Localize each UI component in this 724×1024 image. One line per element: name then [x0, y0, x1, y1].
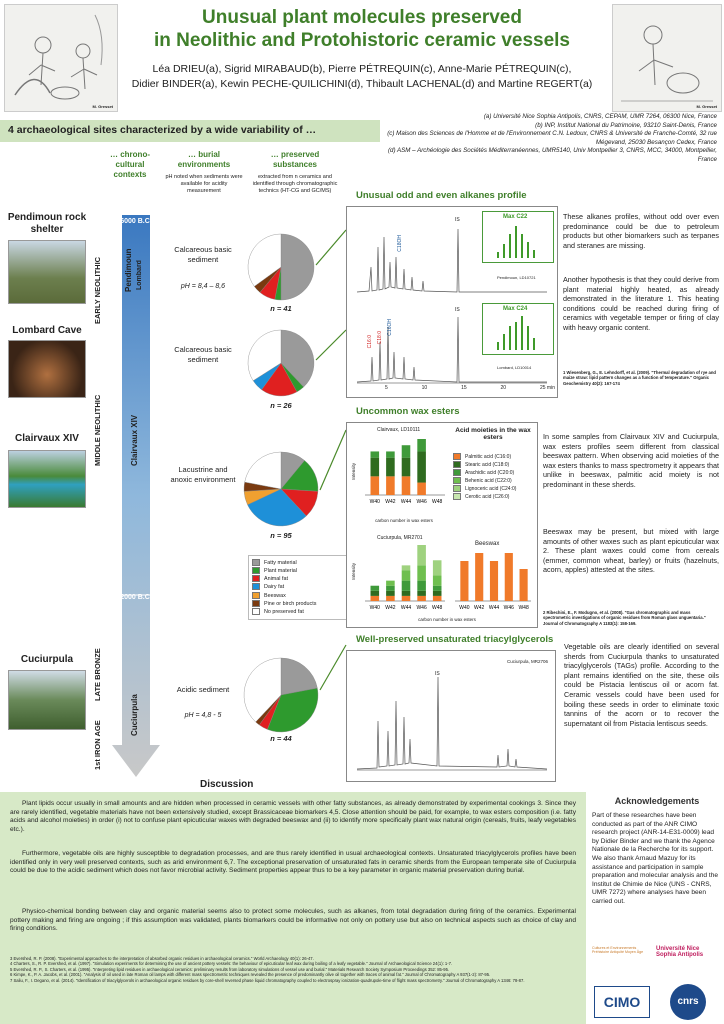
acid-swatch: [453, 469, 461, 476]
logo-cnrs-text: cnrs: [677, 996, 699, 1007]
x-tick-label: W46: [416, 499, 427, 505]
logo-cimo-text: CIMO: [603, 994, 641, 1010]
acid-swatch: [453, 477, 461, 484]
env-cuciurpula: Acidic sediment: [176, 685, 230, 694]
bar-segment: [402, 458, 411, 477]
affiliation-d: (d) ASM – Archéologie des Sociétés Méditerranéennes, UMR5140, Univ Montpellier 3, CNRS, MCC, 34000, Montpellier, France: [387, 147, 717, 163]
env-lombard: Calcareous basic sediment: [174, 345, 232, 364]
alkanes-inset-2: [482, 303, 554, 355]
acid-label: Stearic acid (C18:0): [465, 462, 510, 468]
authors-line-2: Didier BINDER(a), Kewin PECHE-QUILICHINI(d), Thibault LACHENAL(d) and Martine REGERT(a): [131, 78, 593, 90]
peak-c16oh: C16OH: [387, 319, 393, 336]
bar-segment: [417, 451, 426, 482]
pie-cuciurpula: [242, 656, 320, 734]
x-tick-label: W42: [385, 605, 396, 611]
bar-segment: [460, 561, 468, 601]
col-burial-heading: … burial environments: [177, 150, 231, 169]
acid-swatch: [453, 461, 461, 468]
bar-segment: [490, 561, 498, 601]
wax-acid-title: Acid moieties in the wax esters: [455, 427, 531, 441]
wax-chart-beeswax: [451, 549, 533, 611]
bar-segment: [386, 591, 395, 596]
period-iron-age: 1st IRON AGE: [93, 720, 102, 770]
discussion-p1: Plant lipids occur usually in small amounts and are hidden when processed in ceramic vessels with other fatty substances, as already demonstrated by experimental cookings 3. Since they are rarely identified, vegetable materials have not been extensively studied, except Brassicaceae biomarkers 4,5. Close attention should be paid, for example, to wax esters composition (i.e. fatty acids and alcohol moieties) in order (i) not to confuse plant epicuticular waxes with degraded beeswax and (ii) to identify more specifically plant wax natural origin (cereals, fruits, leafy vegetables etc.).: [10, 800, 576, 833]
x-tick-label: W42: [474, 605, 485, 611]
ack-title: Acknowledgements: [614, 796, 700, 806]
x-tick-label: W46: [416, 605, 427, 611]
col-burial-sub: pH noted when sediments were available for acidity measurement: [165, 174, 243, 194]
ref-7: 7 Saliu, F., I. Degano, et al. (2014). "Identification of triacylglycerols in archaeological organic residues by core-shell reversed phase liquid chromatography coupled to electrospray ionization-quadrupole-time of flight mass spectrometry." Journal of Chromatography A 1346: 78-87.: [10, 977, 525, 983]
bar-segment: [386, 458, 395, 477]
logo-unice-text: Université Nice Sophia Antipolis: [656, 946, 704, 958]
bar-segment: [402, 581, 411, 591]
bar-segment: [371, 596, 380, 601]
tick-15: 15: [461, 385, 467, 391]
n-pendimoun: n = 41: [270, 304, 292, 313]
affiliation-c: (c) Maison des Sciences de l'Homme et de l'Environnement C.N. Ledoux, CNRS & Université de Franche-Comté, 32 rue Mégevand, 25030 Besançon Cedex, France: [387, 130, 717, 146]
site-photo-cuciurpula: [8, 670, 86, 730]
wax-chart1-xlabel: carbon number in wax esters: [375, 518, 433, 523]
bar-segment: [402, 591, 411, 596]
illustration-credit-left: M. Gresset: [92, 104, 113, 109]
bar-segment: [402, 476, 411, 495]
legend-label: Dairy fat: [264, 584, 285, 591]
wax-chart2-xlabel: carbon number in wax esters: [418, 617, 476, 622]
bar-segment: [386, 581, 395, 586]
col-substances-heading: … preserved substances: [270, 150, 320, 169]
legend-label: Fatty material: [264, 559, 297, 566]
bar-segment: [417, 596, 426, 601]
alkanes-is-label-2: IS: [455, 307, 460, 313]
alkanes-chromatograms: [346, 206, 558, 398]
bar-segment: [417, 439, 426, 451]
x-tick-label: W46: [503, 605, 514, 611]
pie-pendimoun: [246, 232, 316, 302]
x-tick-label: W44: [400, 605, 412, 611]
period-late-bronze: LATE BRONZE: [93, 648, 102, 702]
bar-segment: [433, 591, 442, 596]
timeline-top-label: 6000 B.C.: [120, 218, 152, 225]
tag-sample: Cuciurpula, MR2706: [507, 659, 549, 664]
wax-title: Uncommon wax esters: [356, 406, 460, 417]
bar-segment: [520, 569, 528, 601]
legend-label: Animal fat: [264, 576, 288, 583]
discussion-p3: Physico-chemical bonding between clay and organic material seems also to protect some molecules, such as alkanes, from total degradation during firing of the ceramics. Experimental pottery making and firing are ongoing ; if this assumption was validated, plants biomarkers could be informative not only on pottery use but also on technical aspects such as choice of clay and firing conditions.: [10, 908, 576, 933]
bar-segment: [433, 576, 442, 586]
tag-chromatogram-svg: [347, 651, 555, 781]
ref-5: 5 Evershed, R. P., S. Charters, et al. (1995). "Interpreting lipid residues in archaeological ceramics: preliminary results from laboratory simulations of vessel use and burial." Materials Research Society Symposium Proceedings 352: 85-95.: [10, 966, 450, 972]
bar-segment: [386, 451, 395, 457]
tick-10: 10: [421, 385, 428, 391]
wax-chart2-title: Cuciurpula, MR2701: [377, 535, 423, 541]
acid-legend-entry: [453, 453, 537, 461]
alkanes-max2: Max C24: [503, 306, 528, 312]
bar-segment: [386, 596, 395, 601]
wax-chart3-title: Beeswax: [475, 541, 500, 547]
legend-swatch: [252, 592, 260, 599]
site-name-pendimoun: Pendimoun rock shelter: [7, 212, 87, 235]
timeline-mid-label: 2000 B.C.: [120, 594, 152, 601]
discussion-title: Discussion: [200, 779, 254, 790]
alkanes-x-axis: [385, 385, 555, 391]
bar-segment: [371, 586, 380, 591]
legend-label: Pine or birch products: [264, 600, 317, 607]
pie-slice: [281, 234, 314, 300]
bar-segment: [371, 458, 380, 477]
title-line-2: in Neolithic and Protohistoric ceramic vessels: [153, 30, 571, 51]
legend-label: No preserved fat: [264, 608, 304, 615]
wax-chart2-ylabel: Intensity: [351, 563, 356, 580]
acid-label: Behenic acid (C22:0): [465, 478, 512, 484]
acid-label: Palmitic acid (C16:0): [465, 454, 512, 460]
acid-legend-entry: [453, 461, 537, 469]
bar-segment: [371, 591, 380, 596]
alkanes-sample-1: Pendimoun, LD10721: [497, 275, 536, 280]
ref-3: 3 Evershed, R. P. (2008). "Experimental approaches to the interpretation of absorbed organic residues in archaeological ceramics." World Archaeology 40(1): 26-47.: [10, 956, 314, 961]
bar-segment: [433, 596, 442, 601]
alkanes-max1: Max C22: [503, 214, 528, 220]
bar-segment: [433, 586, 442, 591]
col-substances-sub: extracted from n ceramics and identified through chromatographic technics (HT-CG and GC/MS): [252, 174, 338, 194]
x-tick-label: W44: [488, 605, 500, 611]
acid-label: Cerotic acid (C26:0): [465, 494, 510, 500]
alkanes-text-2: Another hypothesis is that they could derive from plant material highly heated, as already demonstrated in the literature 1. This heating conditions could be reached during firing of ceramics with vegetable temper or firing of clay with heavy organic content.: [563, 275, 719, 332]
bar-segment: [417, 591, 426, 596]
culture-pendimoun: Pendimoun: [124, 248, 133, 292]
acid-legend-entry: [453, 493, 537, 501]
acid-swatch: [453, 485, 461, 492]
discussion-box: [0, 792, 586, 1024]
legend-swatch: [252, 608, 260, 615]
wax-text-2: Beeswax may be present, but mixed with large amounts of other waxes such as plant epicuticular wax 2. These plant waxes could come from cereals (emmer, common wheat, barley) or fruits (hazelnuts, acorn, apples) attested at the sites.: [543, 527, 719, 575]
bar-segment: [386, 476, 395, 495]
env-pendimoun: Calcareous basic sediment: [174, 245, 232, 264]
bar-segment: [417, 483, 426, 495]
ack-box: [590, 796, 724, 1024]
col-burial: [164, 150, 244, 195]
ph-pendimoun: pH = 8,4 – 8,6: [180, 283, 226, 290]
legend-label: Plant material: [264, 568, 297, 575]
ref-6: 6 Kimpe, K., P. A. Jacobs, et al. (2001). "Analysis of oil used in late Roman oil lamps with different mass spectrometric techniques revealed the presence of predominantly olive oil together with traces of animal fat." Journal of Chromatography A 937(1-2): 87-95.: [10, 972, 491, 978]
discussion-refs: [10, 956, 580, 983]
bar-segment: [402, 445, 411, 457]
tag-title: Well-preserved unsaturated triacylglycerols: [356, 634, 554, 645]
acid-swatch: [453, 453, 461, 460]
period-middle-neolithic: MIDDLE NEOLITHIC: [93, 394, 102, 466]
title-line-1: Unusual plant molecules preserved: [202, 7, 522, 28]
affiliations: [372, 113, 717, 165]
bar-segment: [371, 476, 380, 495]
alkanes-title: Unusual odd and even alkanes profile: [356, 190, 527, 201]
x-tick-label: W42: [385, 499, 396, 505]
illustration-credit-right: M. Gresset: [696, 104, 717, 109]
legend-swatch: [252, 567, 260, 574]
x-tick-label: W48: [518, 605, 529, 611]
x-tick-label: W40: [459, 605, 470, 611]
ack-text: Part of these researches have been conducted as part of the ANR CIMO research project (ANR-14-E31-0009) lead by Didier Binder and we thank the Agence Nationale de la Recherche for its support. We also thank Arnaud Mazuy for its assistance and participation in sample preparation and molecular analysis and the Institut de Chimie de Nice (UNS - CNRS, UMR 7272) where analyses have been carried out.: [592, 812, 719, 905]
n-lombard: n = 26: [270, 401, 292, 410]
tick-25: 25 min: [539, 385, 555, 391]
site-name-clairvaux: Clairvaux XIV: [15, 433, 79, 444]
legend-swatch: [252, 583, 260, 590]
acid-legend-entry: [453, 469, 537, 477]
legend-swatch: [252, 559, 260, 566]
wax-chart1-ylabel: Intensity: [351, 463, 356, 480]
poster-title: [0, 6, 724, 52]
acid-swatch: [453, 493, 461, 500]
peak-c16-0: C16:0: [367, 335, 373, 349]
pie-lombard: [246, 328, 316, 398]
x-tick-label: W48: [432, 605, 443, 611]
bar-segment: [433, 560, 442, 575]
env-clairvaux: Lacustrine and anoxic environment: [170, 465, 236, 484]
ref-4: 4 Charters, S., R. P. Evershed, et al. (1997). "Simulation experiments for determining the use of ancient pottery vessels: the behaviour of epicuticular leaf wax during boiling of a leafy vegetable." Journal of Archaeological Science 24(1): 1-7.: [10, 961, 453, 967]
culture-cuciurpula: Cuciurpula: [130, 694, 139, 736]
n-cuciurpula: n = 44: [270, 734, 292, 743]
alkanes-sample-2: Lombard, LD10014: [497, 365, 532, 370]
logo-cepam-text: Cultures et Environnements Préhistoire Antiquité Moyen Âge: [592, 946, 644, 955]
tag-chromatogram: [346, 650, 556, 782]
site-name-lombard: Lombard Cave: [12, 325, 82, 336]
wax-chart-clairvaux: [361, 435, 447, 505]
bar-segment: [475, 553, 483, 601]
logo-unice: [656, 946, 720, 974]
acid-legend-entry: [453, 477, 537, 485]
x-tick-label: W40: [369, 605, 380, 611]
n-clairvaux: n = 95: [270, 531, 292, 540]
affiliation-b: (b) INP, Institut National du Patrimoine, 93210 Saint-Denis, France: [535, 121, 717, 129]
logo-cepam: [592, 946, 648, 974]
site-photo-pendimoun: [8, 240, 86, 304]
logo-cimo: [594, 986, 650, 1018]
alkanes-is-label-1: IS: [455, 217, 460, 223]
authors-line-1: Léa DRIEU(a), Sigrid MIRABAUD(b), Pierre PÉTREQUIN(c), Anne-Marie PÉTREQUIN(c),: [152, 63, 572, 75]
period-early-neolithic: EARLY NEOLITHIC: [93, 256, 102, 324]
x-tick-label: W48: [432, 499, 443, 505]
wax-text-1: In some samples from Clairvaux XIV and Cuciurpula, wax esters profiles seem different from classical beeswax pattern. When observing acid moieties of the wax esters thanks to mass spectrometry it appears that unlike in beeswax, palmitic acid moiety is not predominant in these sherds.: [543, 432, 719, 489]
legend-label: Beeswax: [264, 592, 286, 599]
bar-segment: [402, 565, 411, 570]
bar-segment: [402, 570, 411, 580]
tag-is-label: IS: [435, 671, 440, 677]
wax-chart1-title: Clairvaux, LD10111: [377, 427, 421, 433]
acid-label: Arachidic acid (C20:0): [465, 470, 515, 476]
col-substances: [248, 150, 342, 195]
bar-segment: [402, 596, 411, 601]
bar-segment: [417, 581, 426, 591]
wax-chart-cuciurpula: [361, 541, 447, 611]
ph-cuciurpula: pH = 4,8 - 5: [184, 712, 222, 719]
acid-legend: [453, 453, 537, 501]
bar-segment: [371, 451, 380, 457]
tick-20: 20: [500, 385, 507, 391]
alkanes-inset-1: [482, 211, 554, 263]
bar-segment: [505, 553, 513, 601]
site-photo-clairvaux: [8, 450, 86, 508]
alkanes-ref: 1 Wiesenberg, G., E. Lehndorff, et al. (2009). "Thermal degradation of rye and maize straw: lipid pattern changes as a function of temperature." Organic Geochemistry 40(2): 167-174: [563, 370, 716, 386]
discussion-p2: Furthermore, vegetable oils are highly susceptible to degradation processes, and are thus rarely identified in usual archaeological contexts. Unsaturated triacylglycerols profiles have been identified only in very well preserved contexts, such as arid environment 6,7. The exceptional preservation of unsaturated fats in ceramic sherds from the European temperate site of Cuciurpula could be due to the acidic sediment which does not favor microbial activity. Sediment properties appear thus to be a key parameter in organic material preservation during burial.: [10, 850, 576, 875]
alkanes-text-1: These alkanes profiles, without odd over even predominance could be due to petroleum products but other biomarkers such as terpanes and steranes are missing.: [563, 212, 719, 250]
site-name-cuciurpula: Cuciurpula: [20, 654, 74, 665]
bar-segment: [386, 586, 395, 591]
bar-segment: [417, 565, 426, 580]
site-photo-lombard: [8, 340, 86, 398]
wax-charts: [346, 422, 538, 628]
x-tick-label: W44: [400, 499, 412, 505]
bar-segment: [417, 545, 426, 565]
acid-label: Lignoceric acid (C24:0): [465, 486, 517, 492]
pie-clairvaux: [242, 450, 320, 528]
peak-c18oh-top: C18OH: [397, 235, 403, 252]
culture-clairvaux: Clairvaux XIV: [130, 414, 139, 466]
authors: [120, 62, 604, 92]
wax-ref: 2 Ribechini, E., F. Modugno, et al. (2008). "Gas chromatographic and mass spectrometric investigations of organic residues from Roman glass unguentaria." Journal of Chromatography A 1183(1): 158-169.: [543, 610, 706, 626]
peak-c18-0: C18:0: [377, 331, 383, 345]
logo-cnrs: [670, 984, 706, 1020]
sites-banner: [0, 120, 380, 142]
sites-banner-text: 4 archaeological sites characterized by a wide variability of …: [8, 124, 317, 136]
acid-legend-entry: [453, 485, 537, 493]
tick-5: 5: [385, 385, 388, 391]
x-tick-label: W40: [369, 499, 380, 505]
legend-swatch: [252, 600, 260, 607]
culture-lombard: Lombard: [136, 260, 143, 290]
legend-swatch: [252, 575, 260, 582]
tag-text: Vegetable oils are clearly identified on several sherds from Cuciurpula thanks to unsaturated triacylglycerols (TAGs) profile. According to the plant remains identified on the site, these oils could be Pistacia lentiscus oil or acorn fat. Ceramic vessels could have been used for boiling these seeds in order to eliminate toxic tannins of the acorn or to recover the supernatant oil from Pistacia lentiscus seeds.: [564, 642, 719, 728]
affiliation-a: (a) Université Nice Sophia Antipolis, CNRS, CEPAM, UMR 7264, 06300 Nice, France: [483, 113, 717, 120]
col-chrono-heading: … chrono-cultural contexts: [110, 150, 150, 179]
